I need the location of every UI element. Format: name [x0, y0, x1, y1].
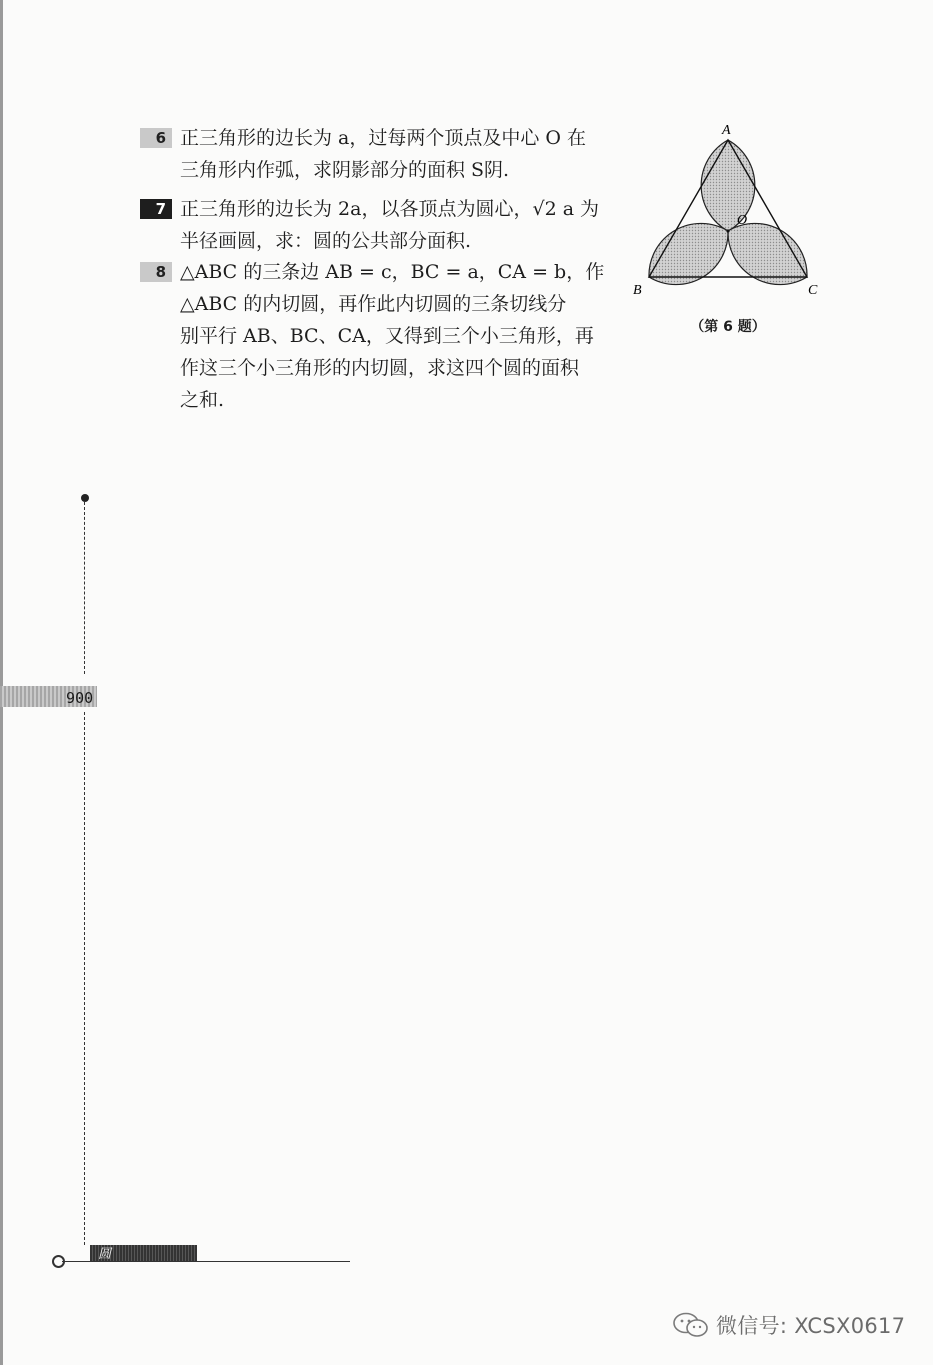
footer-ring: [52, 1255, 65, 1268]
problem-line: △ABC 的三条边 AB = c，BC = a，CA = b，作: [180, 261, 605, 283]
shaded-petal-c: [728, 223, 807, 284]
problem-number: 7: [140, 199, 172, 219]
problem-line: 作这三个小三角形的内切圆，求这四个圆的面积: [180, 357, 580, 379]
problem-text: [180, 122, 630, 186]
watermark: [672, 1305, 912, 1345]
center-point: [726, 229, 729, 232]
triangle-figure: [628, 118, 828, 308]
page-number-tab: [0, 686, 97, 707]
problem-line: △ABC 的内切圆，再作此内切圆的三条切线分: [180, 293, 567, 315]
problem-7: [140, 193, 630, 257]
figure-caption: （第 6 题）: [690, 319, 766, 335]
center-label-o: O: [737, 213, 748, 228]
wechat-icon: [672, 1311, 710, 1339]
problem-text: [180, 256, 630, 416]
problem-line: 之和.: [180, 389, 225, 411]
vertex-label-b: B: [633, 283, 642, 298]
margin-dashed-line-upper: [84, 502, 85, 674]
vertex-label-c: C: [808, 283, 818, 298]
problem-line: 别平行 AB、BC、CA，又得到三个小三角形，再: [180, 325, 594, 347]
problem-line: 三角形内作弧，求阴影部分的面积 S阴.: [180, 159, 510, 181]
watermark-text: 微信号: XCSX0617: [716, 1314, 906, 1338]
shaded-petal-b: [649, 223, 728, 284]
problem-line: 半径画圆，求：圆的公共部分面积.: [180, 230, 472, 252]
chapter-label: 圆: [98, 1247, 112, 1262]
footer-rule: [62, 1261, 350, 1262]
page-number: 006: [65, 688, 93, 706]
problem-text: [180, 193, 630, 257]
margin-dot: [81, 494, 89, 502]
margin-dashed-line-lower: [84, 712, 85, 1245]
problem-number: 8: [140, 262, 172, 282]
problem-6: [140, 122, 630, 186]
problem-line: 正三角形的边长为 2a，以各顶点为圆心，√2 a 为: [180, 198, 600, 220]
vertex-label-a: A: [722, 123, 731, 138]
problem-8: [140, 256, 630, 416]
page-edge: [0, 0, 3, 1365]
problem-line: 正三角形的边长为 a，过每两个顶点及中心 O 在: [180, 127, 587, 149]
chapter-bar: [90, 1245, 197, 1261]
problem-number: 6: [140, 128, 172, 148]
